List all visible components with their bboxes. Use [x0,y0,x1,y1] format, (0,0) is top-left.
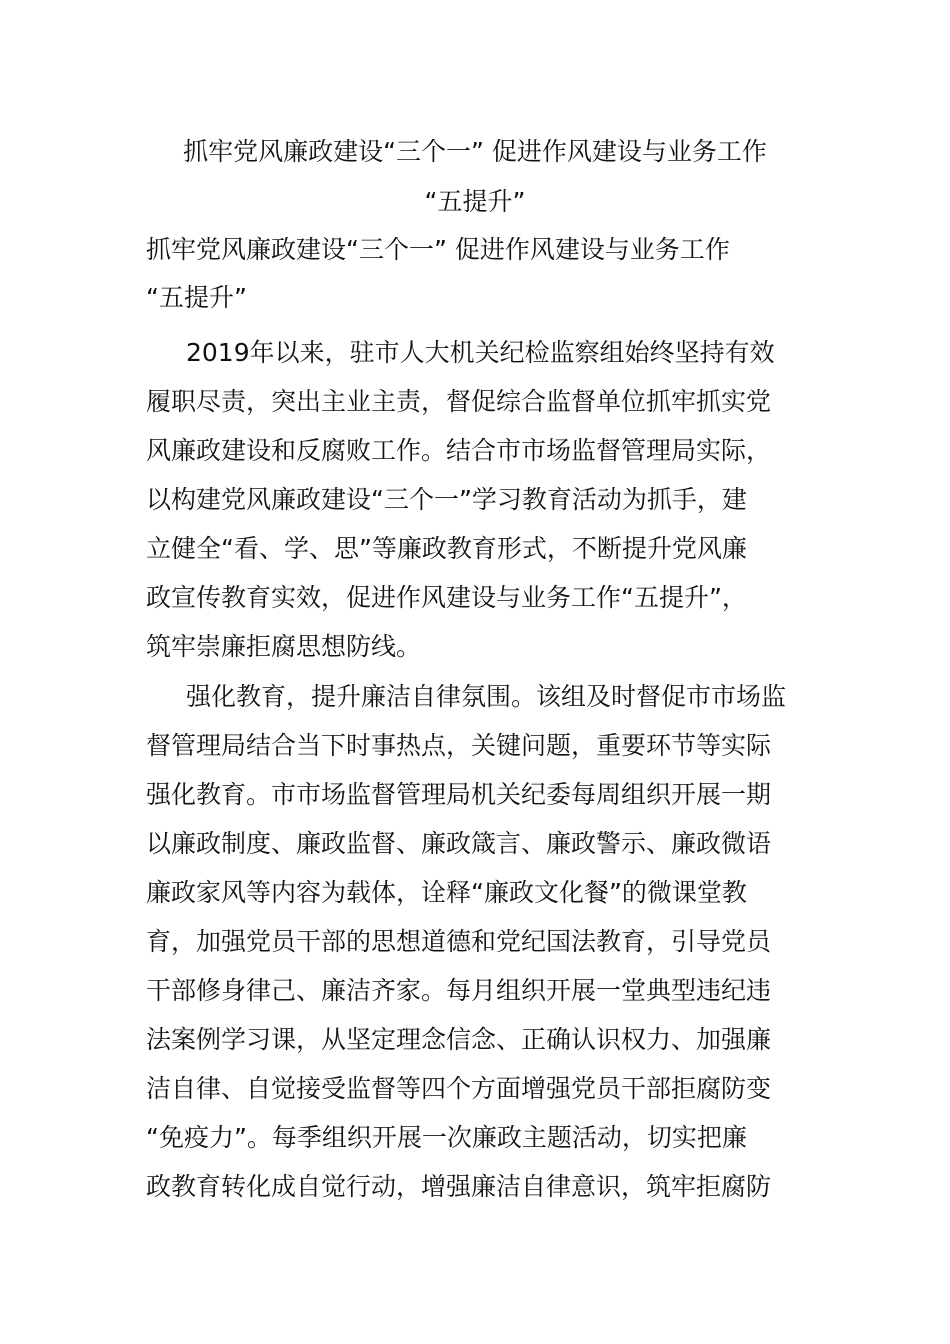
paragraph-line: 政教育转化成自觉行动，增强廉洁自律意识，筑牢拒腐防 [146,1172,772,1201]
paragraph-line: 筑牢崇廉拒腐思想防线。 [146,632,422,661]
paragraph-line: 强化教育，提升廉洁自律氛围。该组及时督促市市场监 [186,682,787,711]
paragraph-line: 强化教育。市市场监督管理局机关纪委每周组织开展一期 [146,780,772,809]
paragraph-line: 洁自律、自觉接受监督等四个方面增强党员干部拒腐防变 [146,1074,772,1103]
document-subtitle [146,226,826,322]
subtitle-line: “五提升” [146,283,247,312]
paragraph-line: 风廉政建设和反腐败工作。结合市市场监督管理局实际， [146,436,772,465]
paragraph-line: 以构建党风廉政建设“三个一”学习教育活动为抓手，建 [146,485,747,514]
subtitle-line: 抓牢党风廉政建设“三个一” 促进作风建设与业务工作 [146,235,730,264]
paragraph-intro [146,328,826,671]
paragraph-line: 立健全“看、学、思”等廉政教育形式，不断提升党风廉 [146,534,747,563]
paragraph-line: 督管理局结合当下时事热点，关键问题，重要环节等实际 [146,731,772,760]
paragraph-line: 政宣传教育实效，促进作风建设与业务工作“五提升”， [146,583,747,612]
paragraph-line: 干部修身律己、廉洁齐家。每月组织开展一堂典型违纪违 [146,976,772,1005]
paragraph-line: 法案例学习课，从坚定理念信念、正确认识权力、加强廉 [146,1025,772,1054]
paragraph-line: “免疫力”。每季组织开展一次廉政主题活动，切实把廉 [146,1123,747,1152]
paragraph-line: 育，加强党员干部的思想道德和党纪国法教育，引导党员 [146,927,772,956]
document-title-line-2: “五提升” [424,187,526,216]
paragraph-education [146,672,826,1211]
paragraph-line: 2019年以来，驻市人大机关纪检监察组始终坚持有效 [186,338,775,367]
document-title-line-1: 抓牢党风廉政建设“三个一” 促进作风建设与业务工作 [183,137,767,166]
paragraph-line: 廉政家风等内容为载体，诠释“廉政文化餐”的微课堂教 [146,878,747,907]
paragraph-line: 履职尽责，突出主业主责，督促综合监督单位抓牢抓实党 [146,387,772,416]
paragraph-line: 以廉政制度、廉政监督、廉政箴言、廉政警示、廉政微语 [146,829,772,858]
